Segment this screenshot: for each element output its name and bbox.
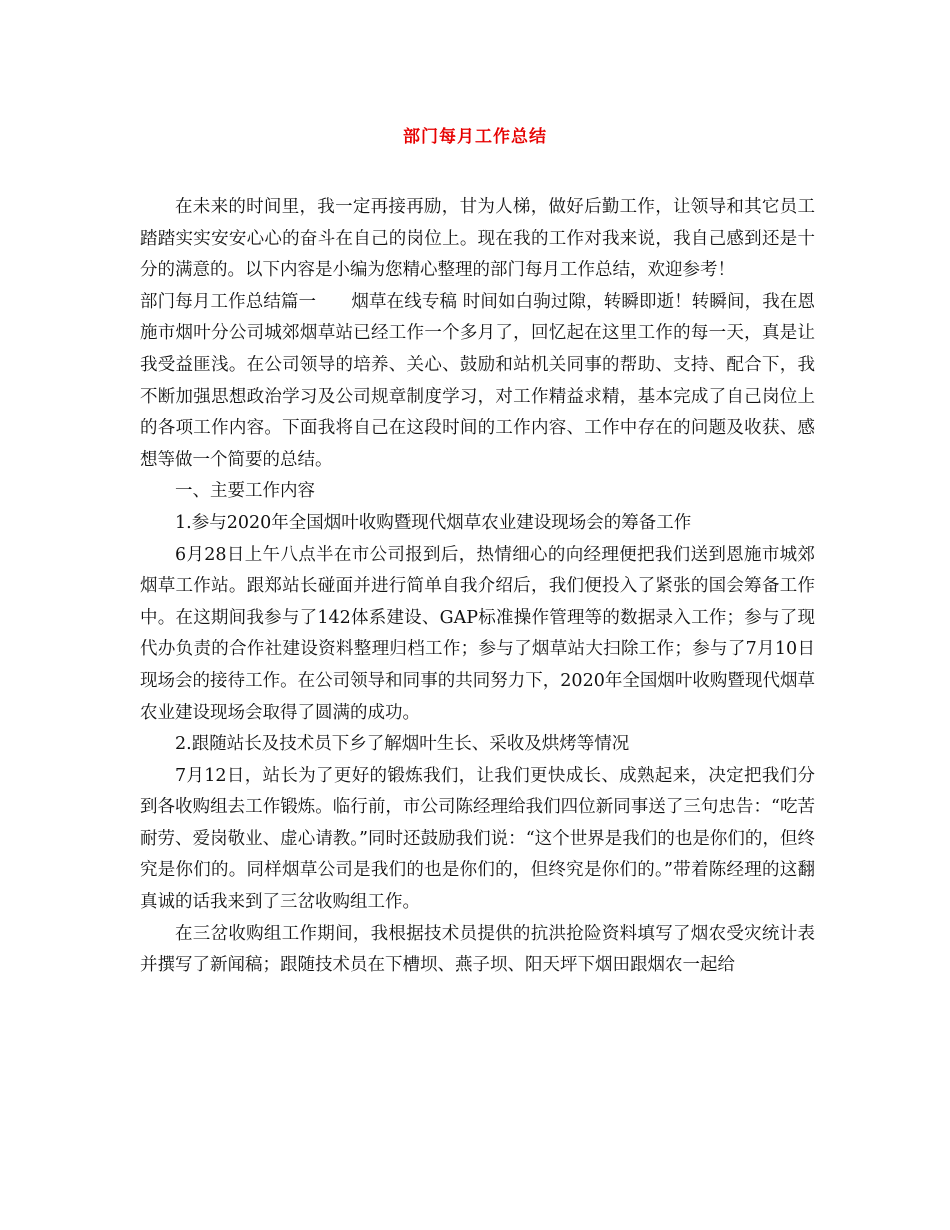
heading-main-work: 一、主要工作内容 xyxy=(175,481,315,502)
heading-item-2: 2.跟随站长及技术员下乡了解烟叶生长、采收及烘烤等情况 xyxy=(175,734,630,755)
document-body xyxy=(140,192,815,982)
paragraph-item-2-body: 7月12日，站长为了更好的锻炼我们，让我们更快成长、成熟起来，决定把我们分到各收购组去工作锻炼。临行前，市公司陈经理给我们四位新同事送了三句忠告：“吃苦耐劳、爱岗敬业、虚心请教。”同时还鼓励我们说：“这个世界是我们的也是你们的，但终究是你们的。同样烟草公司是我们的也是你们的，但终究是你们的。”带着陈经理的这翻真诚的话我来到了三岔收购组工作。 xyxy=(140,765,815,913)
paragraph-item-1-body: 6月28日上午八点半在市公司报到后，热情细心的向经理便把我们送到恩施市城郊烟草工作站。跟郑站长碰面并进行简单自我介绍后，我们便投入了紧张的国会筹备工作中。在这期间我参与了142体系建设、GAP标准操作管理等的数据录入工作；参与了现代办负责的合作社建设资料整理归档工作；参与了烟草站大扫除工作；参与了7月10日现场会的接待工作。在公司领导和同事的共同努力下，2020年全国烟叶收购暨现代烟草农业建设现场会取得了圆满的成功。 xyxy=(140,544,815,723)
paragraph-intro: 在未来的时间里，我一定再接再励，甘为人梯，做好后勤工作，让领导和其它员工踏踏实实安安心心的奋斗在自己的岗位上。现在我的工作对我来说，我自己感到还是十分的满意的。以下内容是小编为您精心整理的部门每月工作总结，欢迎参考！ xyxy=(140,197,815,281)
heading-item-1: 1.参与2020年全国烟叶收购暨现代烟草农业建设现场会的筹备工作 xyxy=(175,512,692,533)
document-title: 部门每月工作总结 xyxy=(403,127,547,147)
paragraph-section-one: 部门每月工作总结篇一 烟草在线专稿 时间如白驹过隙，转瞬即逝！转瞬间，我在恩施市烟叶分公司城郊烟草站已经工作一个多月了，回忆起在这里工作的每一天，真是让我受益匪浅。在公司领导的培养、关心、鼓励和站机关同事的帮助、支持、配合下，我不断加强思想政治学习及公司规章制度学习，对工作精益求精，基本完成了自己岗位上的各项工作内容。下面我将自己在这段时间的工作内容、工作中存在的问题及收获、感想等做一个简要的总结。 xyxy=(140,291,815,470)
paragraph-sancha-work: 在三岔收购组工作期间，我根据技术员提供的抗洪抢险资料填写了烟农受灾统计表并撰写了新闻稿；跟随技术员在下槽坝、燕子坝、阳天坪下烟田跟烟农一起给 xyxy=(140,923,815,976)
